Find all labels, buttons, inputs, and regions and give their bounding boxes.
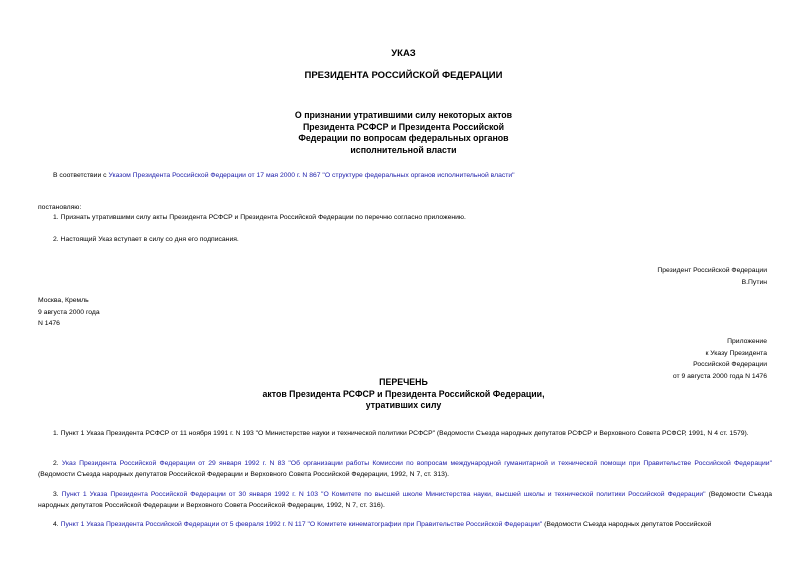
list-item-link[interactable]: Пункт 1 Указа Президента Российской Федерации от 5 февраля 1992 г. N 117 "О Комитете кинематографии при Правительстве Российской Федерации"	[60, 521, 543, 528]
document-subject	[0, 110, 807, 156]
list-item-text: (Ведомости Съезда народных депутатов Российской Федерации и Верховного Совета Российской Федерации, 1992, N 7, ст. 313).	[38, 470, 450, 478]
list-item-text: (Ведомости Съезда народных депутатов Российской Федерации и Верховного Совета Российской Федерации, 1992, N 7, ст. 316).	[38, 491, 772, 509]
decree-number: N 1476	[38, 320, 60, 327]
decree-item: 2. Настоящий Указ вступает в силу со дня его подписания.	[53, 236, 239, 243]
list-item-text: Пункт 1 Указа Президента РСФСР от 11 ноября 1991 г. N 193 "О Министерстве науки и технической политики РСФСР" (Ведомости Съезда народных депутатов РСФСР и Верховного Совета РСФСР, 1991, N 4 ст. 1579).	[60, 430, 749, 437]
subject-line: О признании утратившими силу некоторых актов	[294, 110, 513, 120]
appendix-header	[673, 336, 767, 382]
list-title-line: актов Президента РСФСР и Президента Российской Федерации,	[262, 388, 545, 399]
list-title	[0, 377, 807, 412]
signature-block	[657, 265, 767, 288]
list-title-line: утративших силу	[365, 400, 442, 410]
list-item-number: 2.	[53, 460, 62, 467]
signature-position: Президент Российской Федерации	[657, 267, 767, 274]
appendix-line: от 9 августа 2000 года N 1476	[672, 372, 767, 380]
decree-item: 1. Признать утратившими силу акты Президента РСФСР и Президента Российской Федерации по перечню согласно приложению.	[53, 214, 466, 221]
list-item	[38, 459, 772, 480]
signing-place: Москва, Кремль	[38, 297, 89, 304]
subject-line: Федерации по вопросам федеральных органов	[298, 133, 509, 143]
preamble	[53, 171, 515, 180]
subject-line: исполнительной власти	[350, 144, 457, 155]
list-item	[38, 520, 772, 531]
appendix-line: к Указу Президента	[705, 349, 767, 357]
list-item-number: 3.	[53, 491, 62, 498]
list-item	[38, 490, 772, 511]
signing-date: 9 августа 2000 года	[38, 308, 100, 316]
decree-word: постановляю:	[38, 204, 82, 211]
appendix-line: Российской Федерации	[693, 361, 767, 368]
list-item-number: 1.	[53, 430, 61, 437]
list-title-line: ПЕРЕЧЕНЬ	[379, 377, 428, 387]
signature-name: В.Путин	[741, 278, 767, 286]
preamble-prefix: В соответствии с	[53, 172, 109, 179]
list-item-number: 4.	[53, 521, 61, 528]
signing-details	[38, 295, 100, 330]
appendix-line: Приложение	[727, 338, 767, 345]
list-item-link[interactable]: Пункт 1 Указа Президента Российской Федерации от 30 января 1992 г. N 103 "О Комитете по высшей школе Министерства науки, высшей школы и технической политики Российской Федерации"	[61, 491, 706, 498]
preamble-link[interactable]: Указом Президента Российской Федерации от 17 мая 2000 г. N 867 "О структуре федеральных органов исполнительной власти"	[108, 172, 515, 179]
subject-line: Президента РСФСР и Президента Российской	[302, 121, 505, 132]
document-issuer: ПРЕЗИДЕНТА РОССИЙСКОЙ ФЕДЕРАЦИИ	[304, 70, 503, 81]
list-item-link[interactable]: Указ Президента Российской Федерации от 29 января 1992 г. N 83 "Об организации работы Комиссии по вопросам международной гуманитарной и технической помощи при Правительстве Российской Федерации"	[61, 460, 772, 467]
document-title: УКАЗ	[391, 48, 416, 59]
list-item	[38, 429, 772, 440]
list-item-text: (Ведомости Съезда народных депутатов Российской	[542, 521, 712, 528]
